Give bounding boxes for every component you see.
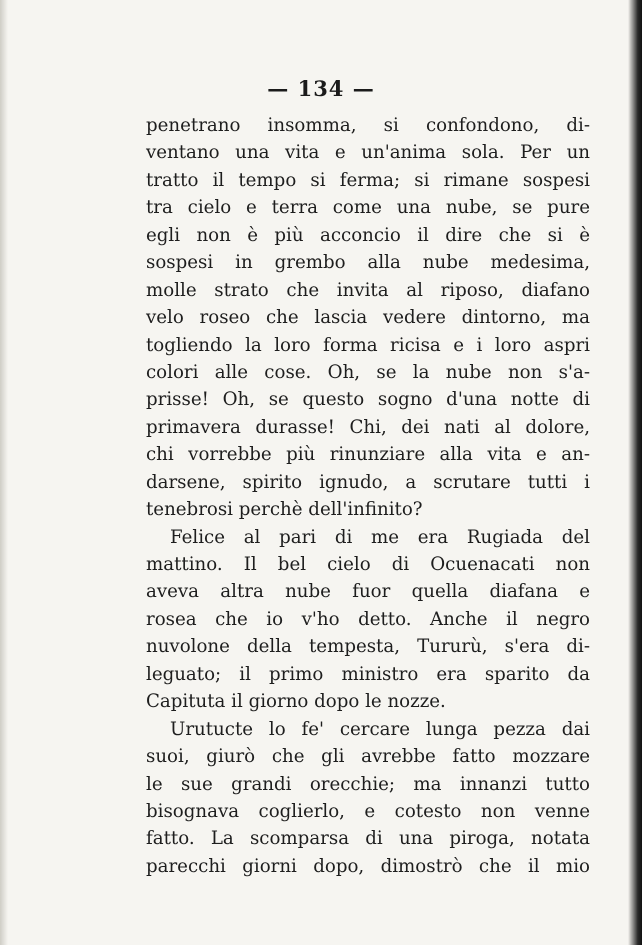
page-right-edge [628, 0, 642, 945]
text-line: parecchi giorni dopo, dimostrò che il mio [146, 855, 590, 877]
text-line: velo roseo che lascia vedere dintorno, ma [146, 307, 590, 329]
text-line: le sue grandi orecchie; ma innanzi tutto [146, 773, 590, 795]
text-line: bisognava coglierlo, e cotesto non venne [146, 800, 590, 822]
text-line: tra cielo e terra come una nube, se pure [146, 197, 590, 219]
text-line: rosea che io v'ho detto. Anche il negro [146, 608, 590, 630]
text-line: penetrano insomma, si confondono, di- [146, 115, 590, 136]
text-line: leguato; il primo ministro era sparito da [146, 663, 590, 685]
text-line: tenebrosi perchè dell'infinito? [146, 499, 423, 521]
text-line: prisse! Oh, se questo sogno d'una notte di [146, 389, 590, 411]
text-line: suoi, giurò che gli avrebbe fatto mozzare [146, 746, 590, 768]
page-number: — 134 — [267, 76, 375, 101]
text-line: Felice al pari di me era Rugiada del [170, 526, 590, 548]
text-line: mattino. Il bel cielo di Ocuenacati non [146, 554, 590, 575]
text-line: aveva altra nube fuor quella diafana e [146, 581, 590, 603]
text-line: Urutucte lo fe' cercare lunga pezza dai [170, 718, 590, 740]
text-line: ventano una vita e un'anima sola. Per un [146, 142, 590, 164]
text-line: darsene, spirito ignudo, a scrutare tutti i [146, 471, 590, 493]
text-line: molle strato che invita al riposo, diafano [146, 279, 590, 301]
text-line: togliendo la loro forma ricisa e i loro aspri [146, 334, 590, 356]
page-left-edge [0, 0, 8, 945]
text-line: Capituta il giorno dopo le nozze. [146, 691, 446, 713]
text-line: primavera durasse! Chi, dei nati al dolore, [146, 416, 590, 438]
text-line: colori alle cose. Oh, se la nube non s'a- [146, 361, 590, 383]
body-text [146, 112, 590, 880]
text-line: chi vorrebbe più rinunziare alla vita e an- [146, 444, 590, 466]
text-line: egli non è più acconcio il dire che si è [146, 224, 590, 246]
text-line: sospesi in grembo alla nube medesima, [146, 252, 590, 274]
text-line: fatto. La scomparsa di una piroga, notata [146, 828, 590, 850]
text-line: nuvolone della tempesta, Tururù, s'era di- [146, 636, 590, 658]
text-line: tratto il tempo si ferma; si rimane sospesi [146, 169, 590, 191]
